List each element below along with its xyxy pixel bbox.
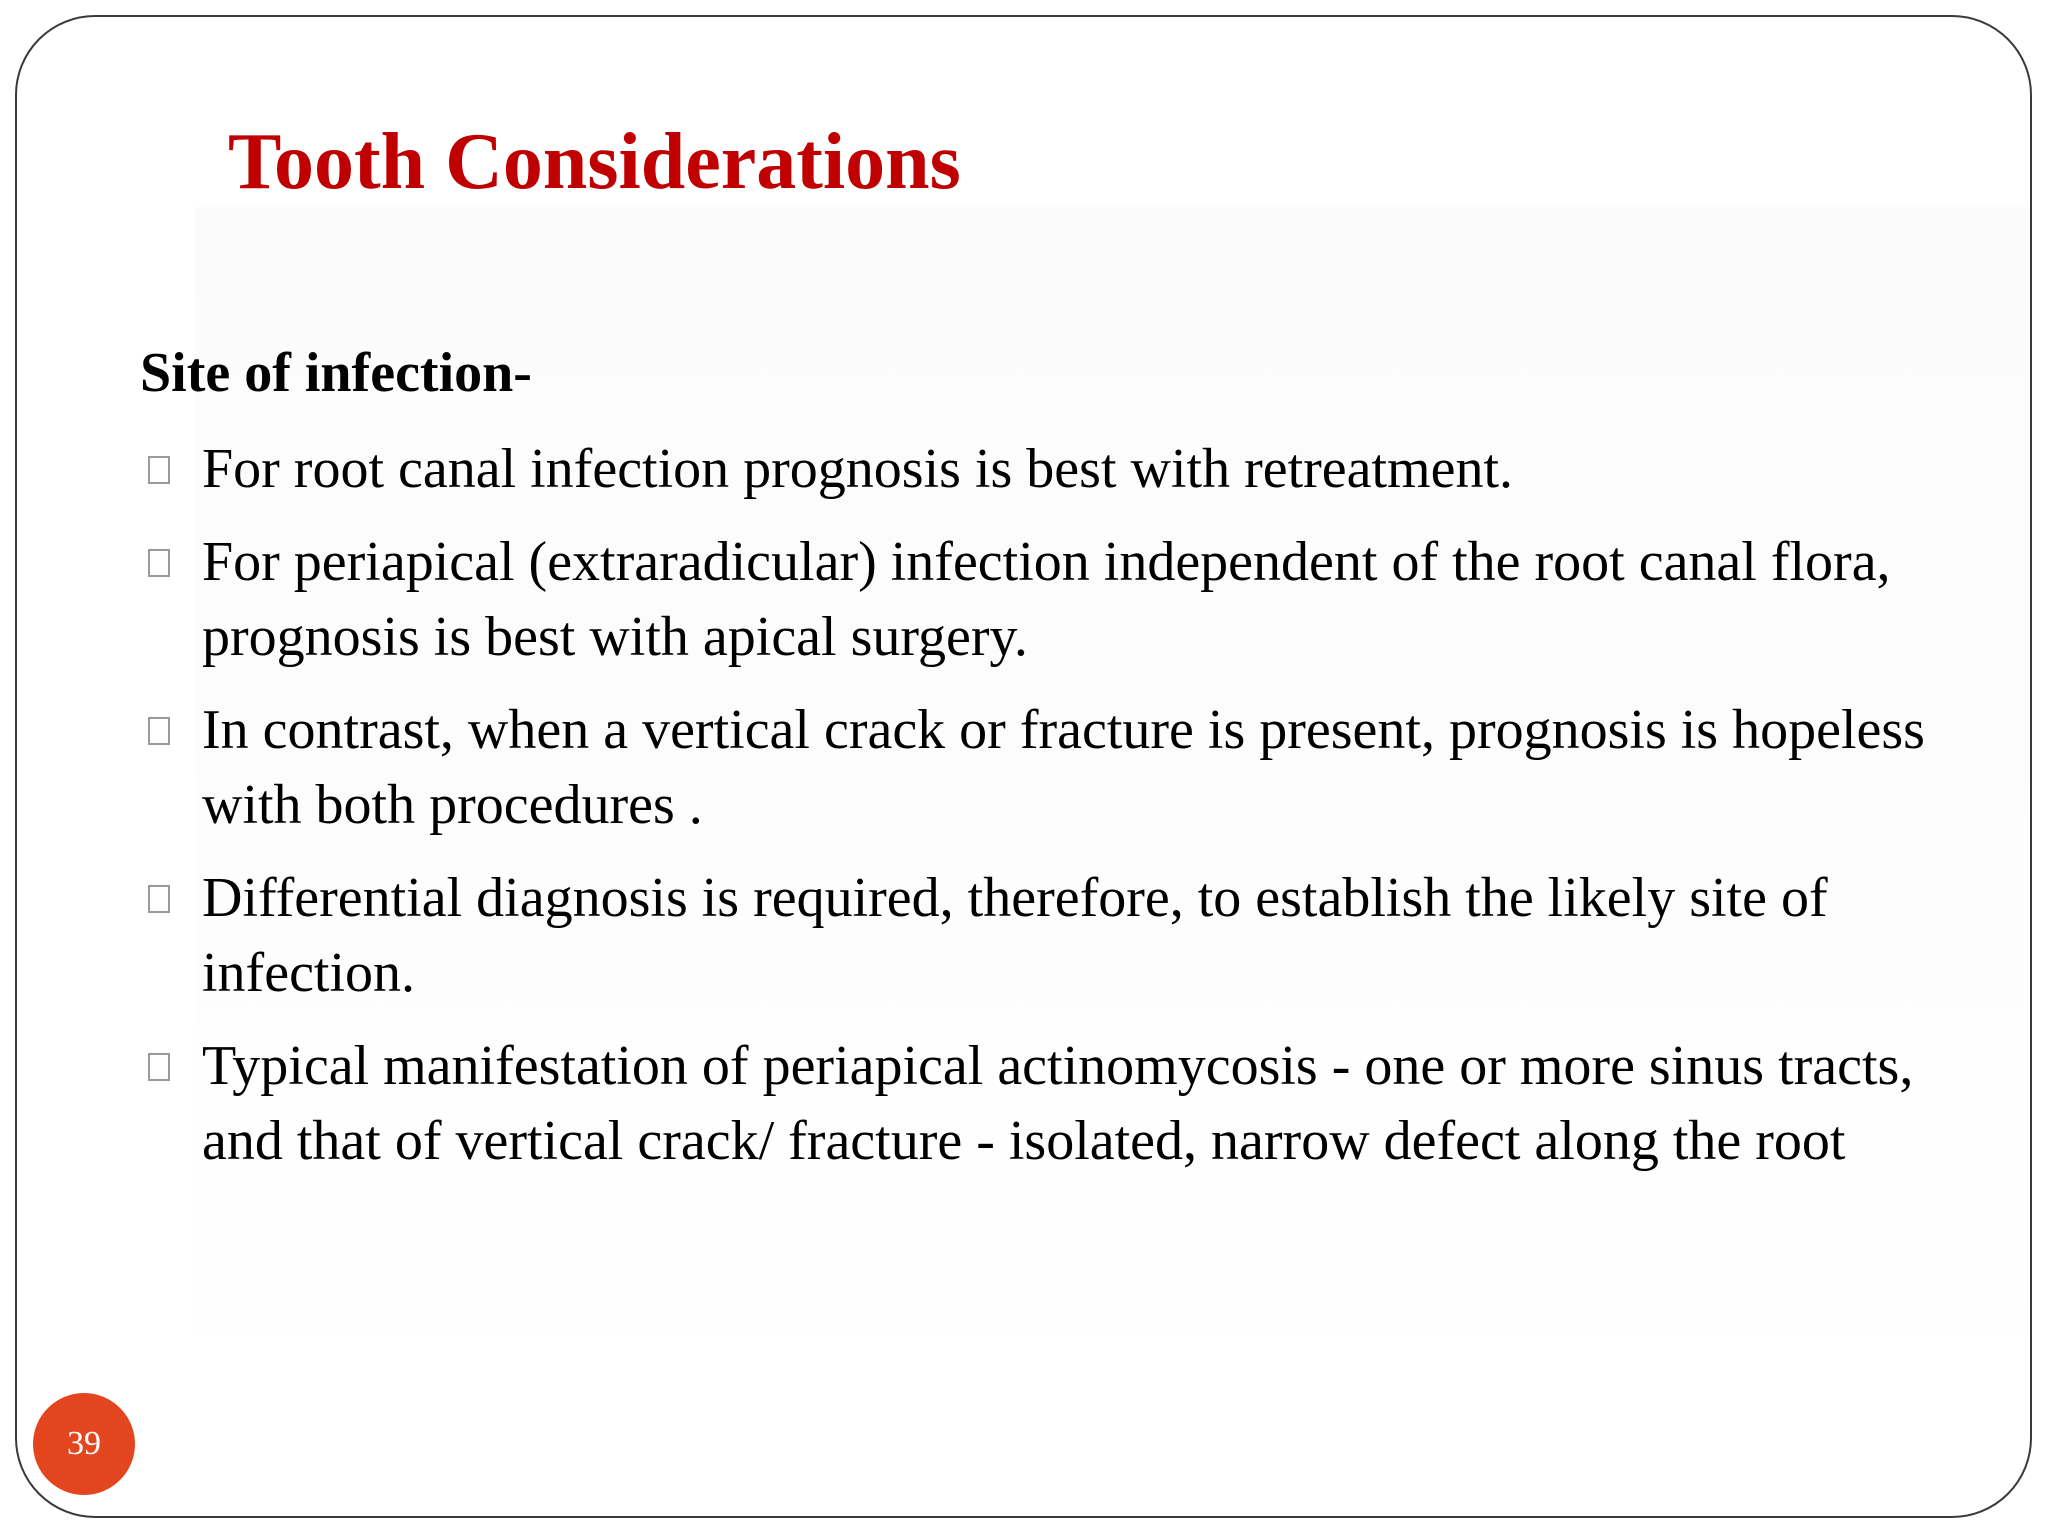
checkbox-bullet-icon — [148, 1053, 170, 1081]
checkbox-bullet-icon — [148, 549, 170, 577]
checkbox-bullet-icon — [148, 717, 170, 745]
bullet-item — [140, 432, 1930, 507]
bullet-text: For periapical (extraradicular) infection independent of the root canal flora, prognosis is best with apical surgery. — [202, 531, 1891, 668]
bullet-text: In contrast, when a vertical crack or fracture is present, prognosis is hopeless with both procedures . — [202, 699, 1925, 836]
section-subheading: Site of infection- — [140, 342, 532, 404]
bullet-item — [140, 525, 1930, 675]
bullet-item — [140, 693, 1930, 843]
bullet-text: Differential diagnosis is required, therefore, to establish the likely site of infection. — [202, 867, 1828, 1004]
checkbox-bullet-icon — [148, 456, 170, 484]
checkbox-bullet-icon — [148, 885, 170, 913]
page-number-badge: 39 — [33, 1393, 135, 1495]
slide-title: Tooth Considerations — [228, 118, 961, 206]
bullet-list — [140, 432, 1930, 1197]
bullet-text: Typical manifestation of periapical actinomycosis - one or more sinus tracts, and that of vertical crack/ fracture - isolated, narrow defect along the root — [202, 1035, 1914, 1172]
bullet-item — [140, 1029, 1930, 1179]
bullet-text: For root canal infection prognosis is best with retreatment. — [202, 438, 1514, 500]
bullet-item — [140, 861, 1930, 1011]
